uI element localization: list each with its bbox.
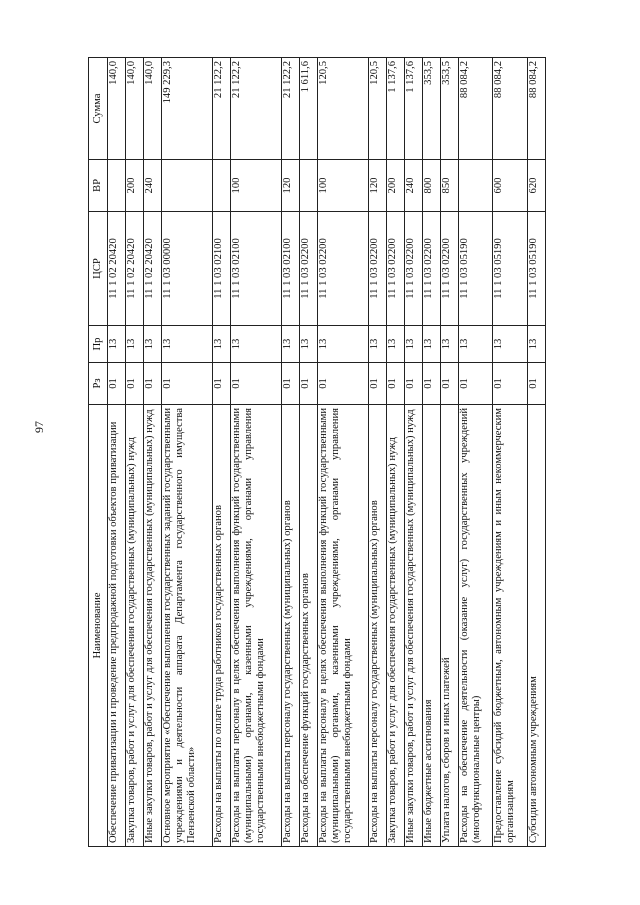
cell-vr [161, 160, 212, 212]
cell-rz: 01 [404, 363, 422, 405]
cell-vr: 240 [143, 160, 161, 212]
cell-sum: 140,0 [125, 58, 143, 160]
cell-sum: 140,0 [108, 58, 126, 160]
table-row [108, 58, 126, 847]
cell-rz: 01 [161, 363, 212, 405]
cell-pr: 13 [299, 326, 317, 363]
cell-sum: 149 229,3 [161, 58, 212, 160]
cell-sum: 353,5 [440, 58, 458, 160]
cell-csr: 11 1 03 02200 [369, 212, 387, 326]
cell-name: Расходы на выплаты персоналу государственных (муниципальных) органов [282, 405, 300, 847]
cell-csr: 11 1 02 20420 [143, 212, 161, 326]
cell-rz: 01 [387, 363, 405, 405]
cell-rz: 01 [212, 363, 230, 405]
table-header-row [89, 58, 108, 847]
cell-rz: 01 [317, 363, 368, 405]
cell-sum: 1 611,6 [299, 58, 317, 160]
table-row [282, 58, 300, 847]
cell-vr [108, 160, 126, 212]
cell-csr: 11 1 03 02200 [422, 212, 440, 326]
table-row [212, 58, 230, 847]
cell-rz: 01 [125, 363, 143, 405]
cell-csr: 11 1 03 02200 [404, 212, 422, 326]
cell-csr: 11 1 03 00000 [161, 212, 212, 326]
cell-csr: 11 1 03 02100 [212, 212, 230, 326]
cell-pr: 13 [143, 326, 161, 363]
cell-sum: 120,5 [317, 58, 368, 160]
cell-vr [299, 160, 317, 212]
cell-pr: 13 [458, 326, 493, 363]
cell-name: Основное мероприятие «Обеспечение выполнения государственных заданий государственными учреждениями и деятельности аппарата Департамента государственного имущества Пензенской области» [161, 405, 212, 847]
table-row [422, 58, 440, 847]
cell-pr: 13 [369, 326, 387, 363]
cell-name: Закупка товаров, работ и услуг для обеспечения государственных (муниципальных) нужд [125, 405, 143, 847]
cell-rz: 01 [369, 363, 387, 405]
cell-csr: 11 1 03 02200 [299, 212, 317, 326]
cell-pr: 13 [230, 326, 281, 363]
table-row [404, 58, 422, 847]
cell-csr: 11 1 02 20420 [108, 212, 126, 326]
cell-vr: 120 [369, 160, 387, 212]
column-header-sum: Сумма [89, 58, 108, 160]
table-row [317, 58, 368, 847]
cell-rz: 01 [143, 363, 161, 405]
table-row [369, 58, 387, 847]
cell-sum: 88 084,2 [458, 58, 493, 160]
cell-name: Обеспечение приватизации и проведение предпродажной подготовки объектов приватизации [108, 405, 126, 847]
cell-csr: 11 1 03 05190 [458, 212, 493, 326]
cell-sum: 21 122,2 [282, 58, 300, 160]
cell-sum: 353,5 [422, 58, 440, 160]
cell-vr: 200 [387, 160, 405, 212]
table-row [493, 58, 528, 847]
cell-rz: 01 [422, 363, 440, 405]
table-row [125, 58, 143, 847]
cell-vr: 800 [422, 160, 440, 212]
column-header-name: Наименование [89, 405, 108, 847]
cell-vr: 240 [404, 160, 422, 212]
cell-sum: 88 084,2 [493, 58, 528, 160]
cell-name: Расходы на обеспечение деятельности (оказание услуг) государственных учреждений (многофункциональные центры) [458, 405, 493, 847]
cell-name: Предоставление субсидий бюджетным, автономным учреждениям и иным некоммерческим организациям [493, 405, 528, 847]
cell-csr: 11 1 03 02200 [440, 212, 458, 326]
table-row [230, 58, 281, 847]
cell-csr: 11 1 03 02200 [317, 212, 368, 326]
cell-sum: 21 122,2 [230, 58, 281, 160]
cell-name: Иные закупки товаров, работ и услуг для обеспечения государственных (муниципальных) нужд [404, 405, 422, 847]
cell-sum: 21 122,2 [212, 58, 230, 160]
table-body [108, 58, 546, 847]
cell-pr: 13 [317, 326, 368, 363]
cell-vr: 850 [440, 160, 458, 212]
table-row [161, 58, 212, 847]
cell-pr: 13 [527, 326, 545, 363]
cell-name: Расходы на выплаты персоналу в целях обеспечения выполнения функций государственными (муниципальными) органами, казенными учреждениями, органами управления государственными внебюджетными фондами [230, 405, 281, 847]
cell-name: Иные бюджетные ассигнования [422, 405, 440, 847]
cell-pr: 13 [212, 326, 230, 363]
cell-vr: 120 [282, 160, 300, 212]
cell-name: Иные закупки товаров, работ и услуг для обеспечения государственных (муниципальных) нужд [143, 405, 161, 847]
cell-vr: 100 [230, 160, 281, 212]
budget-table-container [88, 58, 546, 847]
table-row [387, 58, 405, 847]
cell-name: Расходы на выплаты персоналу в целях обеспечения выполнения функций государственными (муниципальными) органами, казенными учреждениями, органами управления государственными внебюджетными фондами [317, 405, 368, 847]
cell-name: Субсидии автономным учреждениям [527, 405, 545, 847]
cell-csr: 11 1 02 20420 [125, 212, 143, 326]
cell-rz: 01 [108, 363, 126, 405]
cell-csr: 11 1 03 02100 [282, 212, 300, 326]
cell-vr: 620 [527, 160, 545, 212]
cell-vr [212, 160, 230, 212]
table-row [143, 58, 161, 847]
cell-csr: 11 1 03 05190 [527, 212, 545, 326]
cell-pr: 13 [422, 326, 440, 363]
cell-pr: 13 [108, 326, 126, 363]
cell-rz: 01 [282, 363, 300, 405]
cell-rz: 01 [440, 363, 458, 405]
cell-rz: 01 [458, 363, 493, 405]
cell-pr: 13 [161, 326, 212, 363]
cell-vr: 200 [125, 160, 143, 212]
cell-pr: 13 [282, 326, 300, 363]
cell-pr: 13 [404, 326, 422, 363]
cell-name: Расходы на обеспечение функций государственных органов [299, 405, 317, 847]
table-row [299, 58, 317, 847]
table-row [527, 58, 545, 847]
cell-rz: 01 [299, 363, 317, 405]
page-number: 97 [32, 421, 46, 433]
cell-pr: 13 [493, 326, 528, 363]
cell-csr: 11 1 03 02100 [230, 212, 281, 326]
cell-vr: 100 [317, 160, 368, 212]
cell-pr: 13 [387, 326, 405, 363]
cell-vr: 600 [493, 160, 528, 212]
cell-rz: 01 [493, 363, 528, 405]
cell-name: Закупка товаров, работ и услуг для обеспечения государственных (муниципальных) нужд [387, 405, 405, 847]
cell-sum: 140,0 [143, 58, 161, 160]
cell-csr: 11 1 03 05190 [493, 212, 528, 326]
table-row [440, 58, 458, 847]
cell-csr: 11 1 03 02200 [387, 212, 405, 326]
cell-sum: 1 137,6 [387, 58, 405, 160]
table-row [458, 58, 493, 847]
column-header-vr: ВР [89, 160, 108, 212]
column-header-pr: Пр [89, 326, 108, 363]
column-header-rz: Рз [89, 363, 108, 405]
column-header-csr: ЦСР [89, 212, 108, 326]
cell-pr: 13 [440, 326, 458, 363]
cell-name: Уплата налогов, сборов и иных платежей [440, 405, 458, 847]
cell-sum: 120,5 [369, 58, 387, 160]
cell-sum: 88 084,2 [527, 58, 545, 160]
cell-pr: 13 [125, 326, 143, 363]
cell-sum: 1 137,6 [404, 58, 422, 160]
cell-rz: 01 [230, 363, 281, 405]
cell-name: Расходы на выплаты по оплате труда работников государственных органов [212, 405, 230, 847]
cell-vr [458, 160, 493, 212]
cell-rz: 01 [527, 363, 545, 405]
cell-name: Расходы на выплаты персоналу государственных (муниципальных) органов [369, 405, 387, 847]
budget-table [88, 57, 546, 847]
